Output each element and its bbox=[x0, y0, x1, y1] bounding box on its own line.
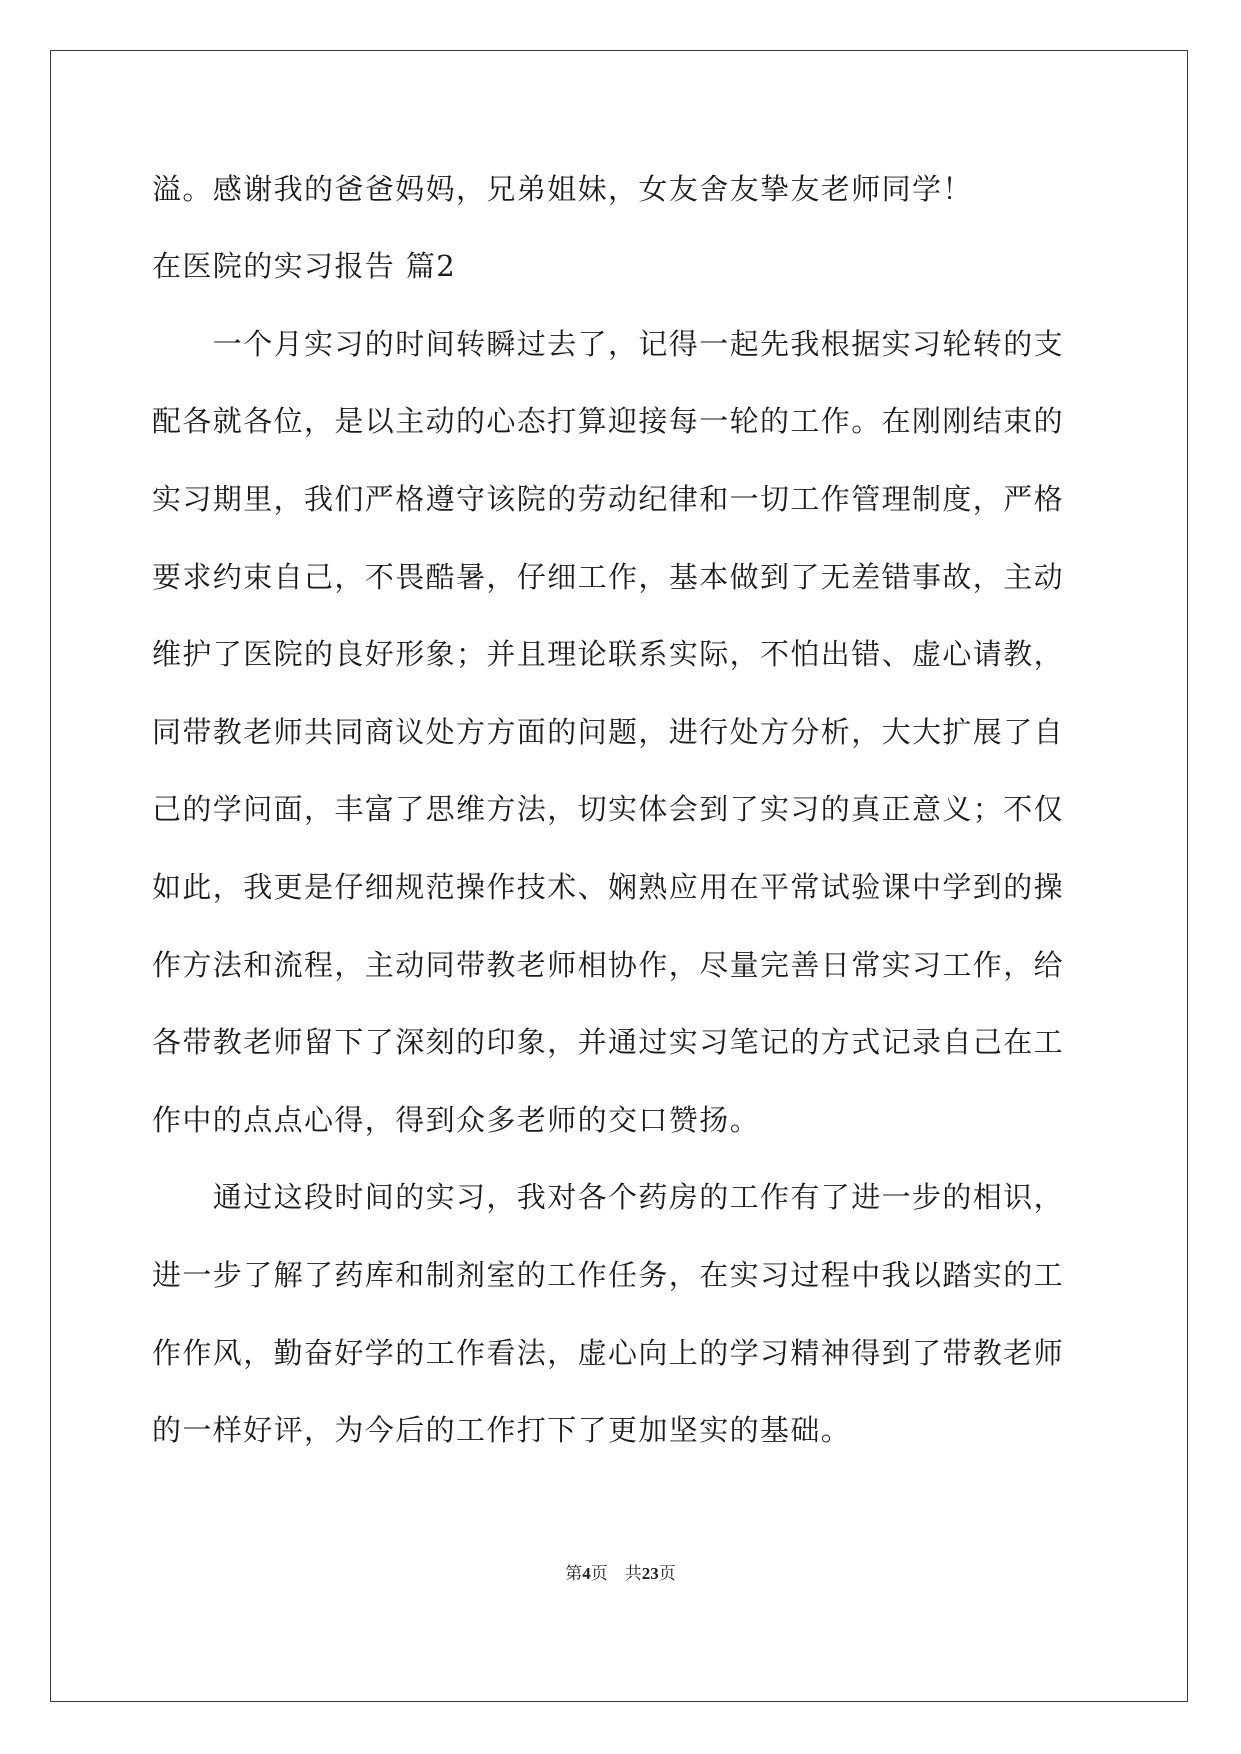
text-line: 作中的点点心得，得到众多老师的交口赞扬。 bbox=[152, 1103, 761, 1137]
footer-total-pages: 23 bbox=[641, 1564, 659, 1583]
text-line: 各带教老师留下了深刻的印象，并通过实习笔记的方式记录自己在工 bbox=[152, 1025, 1065, 1059]
text-line: 通过这段时间的实习，我对各个药房的工作有了进一步的相识， bbox=[152, 1180, 1065, 1214]
text-line: 同带教老师共同商议处方方面的问题，进行处方分析，大大扩展了自 bbox=[152, 715, 1065, 749]
text-line: 溢。感谢我的爸爸妈妈，兄弟姐妹，女友舍友挚友老师同学！ bbox=[152, 172, 973, 206]
footer-page-number: 4 bbox=[582, 1564, 591, 1583]
text-line: 维护了医院的良好形象；并且理论联系实际，不怕出错、虚心请教， bbox=[152, 637, 1065, 671]
text-line: 如此，我更是仔细规范操作技术、娴熟应用在平常试验课中学到的操 bbox=[152, 870, 1065, 904]
text-line: 作方法和流程，主动同带教老师相协作，尽量完善日常实习工作，给 bbox=[152, 948, 1065, 982]
text-line: 己的学问面，丰富了思维方法，切实体会到了实习的真正意义；不仅 bbox=[152, 792, 1065, 826]
section-heading: 在医院的实习报告 篇2 bbox=[152, 249, 457, 283]
text-line: 的一样好评，为今后的工作打下了更加坚实的基础。 bbox=[152, 1413, 852, 1447]
text-line: 进一步了解了药库和制剂室的工作任务，在实习过程中我以踏实的工 bbox=[152, 1258, 1065, 1292]
text-line: 要求约束自己，不畏酷暑，仔细工作，基本做到了无差错事故，主动 bbox=[152, 560, 1065, 594]
text-line: 实习期里，我们严格遵守该院的劳动纪律和一切工作管理制度，严格 bbox=[152, 482, 1065, 516]
footer-mid: 页 共 bbox=[590, 1564, 642, 1583]
footer-suffix: 页 bbox=[658, 1564, 676, 1583]
page-footer bbox=[0, 1562, 1241, 1586]
text-line: 作作风，勤奋好学的工作看法，虚心向上的学习精神得到了带教老师 bbox=[152, 1336, 1065, 1370]
text-line: 配各就各位，是以主动的心态打算迎接每一轮的工作。在刚刚结束的 bbox=[152, 404, 1065, 438]
text-line: 一个月实习的时间转瞬过去了，记得一起先我根据实习轮转的支 bbox=[152, 327, 1065, 361]
footer-prefix: 第 bbox=[565, 1564, 583, 1583]
